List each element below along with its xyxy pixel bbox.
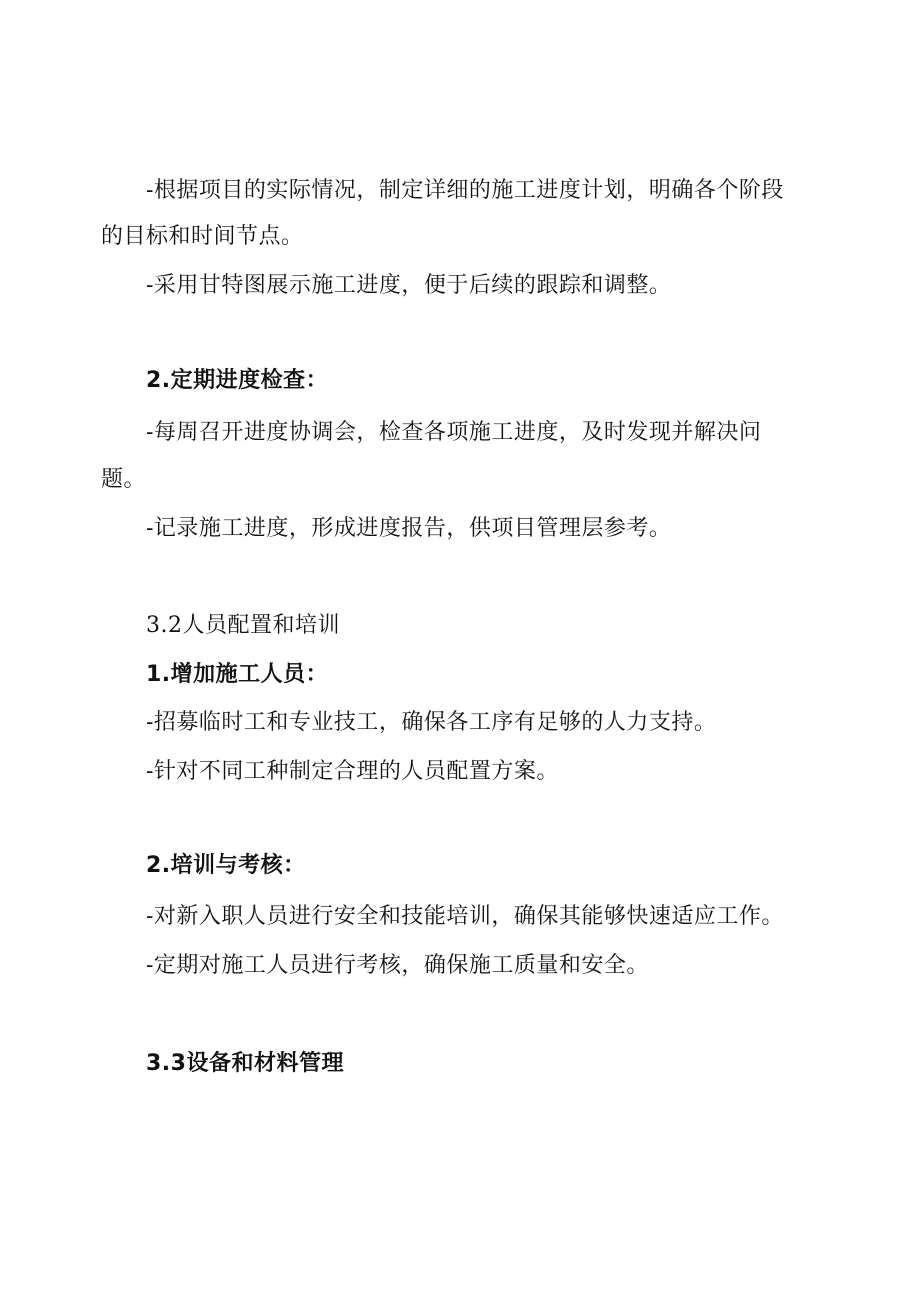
paragraph-new-staff-training: -对新入职人员进行安全和技能培训，确保其能够快速适应工作。: [146, 904, 784, 929]
paragraph-weekly-meeting-line1: -每周召开进度协调会，检查各项施工进度，及时发现并解决问: [146, 420, 762, 445]
heading-regular-progress-check: 2.定期进度检查：: [146, 368, 329, 393]
heading-add-workers: 1.增加施工人员：: [146, 662, 329, 687]
paragraph-staffing-plan: -针对不同工种制定合理的人员配置方案。: [146, 759, 559, 784]
paragraph-weekly-meeting-line2: 题。: [101, 467, 147, 492]
heading-staffing-and-training: 3.2人员配置和培训: [146, 613, 340, 638]
heading-training-and-assessment: 2.培训与考核：: [146, 853, 306, 878]
paragraph-progress-plan-line2: 的目标和时间节点。: [101, 224, 304, 249]
paragraph-regular-assessment: -定期对施工人员进行考核，确保施工质量和安全。: [146, 953, 649, 978]
paragraph-recruit-workers: -招募临时工和专业技工，确保各工序有足够的人力支持。: [146, 710, 717, 735]
paragraph-progress-report: -记录施工进度，形成进度报告，供项目管理层参考。: [146, 516, 672, 541]
paragraph-progress-plan-line1: -根据项目的实际情况，制定详细的施工进度计划，明确各个阶段: [146, 178, 784, 203]
paragraph-gantt-chart: -采用甘特图展示施工进度，便于后续的跟踪和调整。: [146, 273, 672, 298]
heading-equipment-and-materials: 3.3设备和材料管理: [146, 1051, 344, 1076]
